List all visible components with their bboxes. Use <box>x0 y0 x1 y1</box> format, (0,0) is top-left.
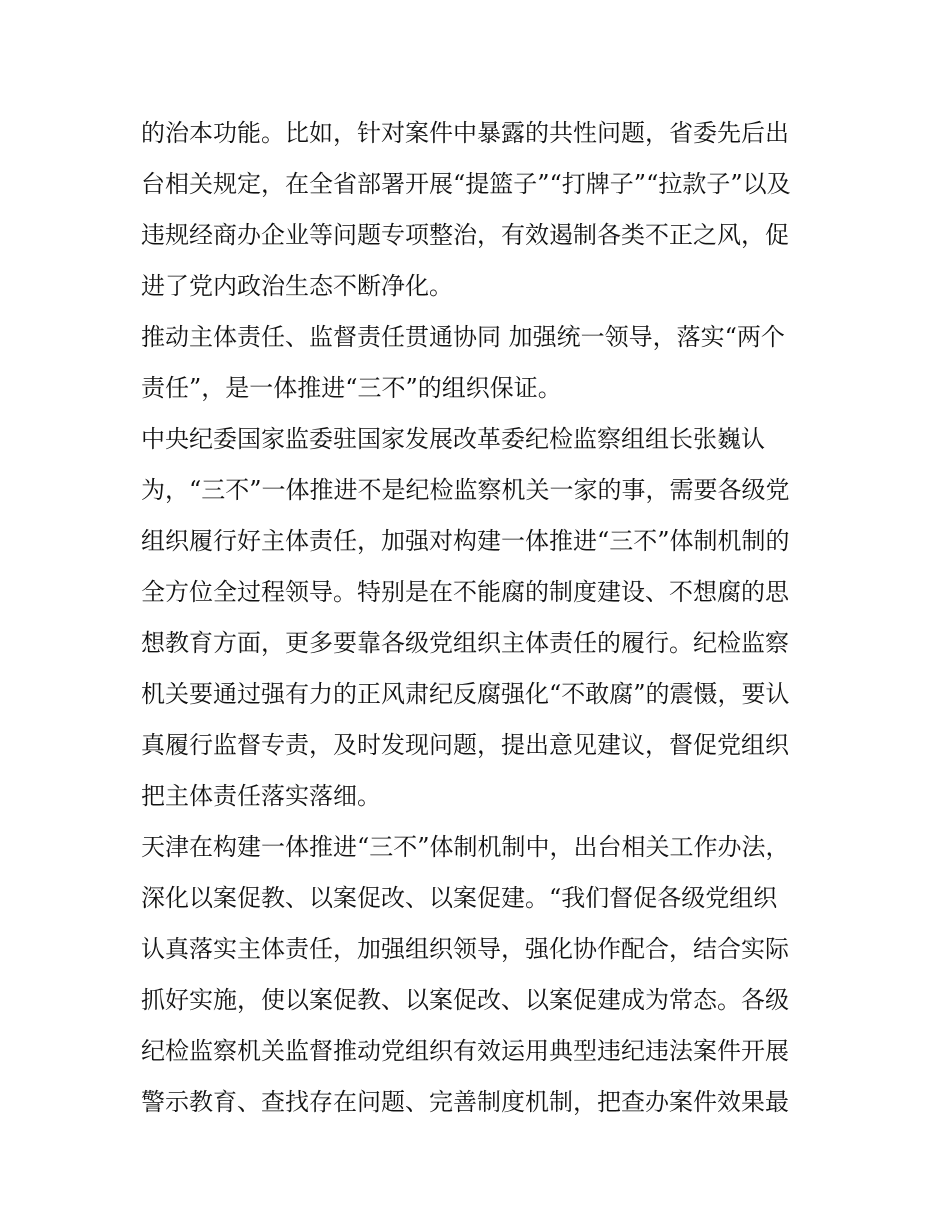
text-line: 抓好实施，使以案促教、以案促改、以案促建成为常态。各级 <box>141 986 789 1014</box>
text-line: 组织履行好主体责任，加强对构建一体推进“三不”体制机制的 <box>141 527 790 555</box>
text-line: 真履行监督专责，及时发现问题，提出意见建议，督促党组织 <box>141 731 789 759</box>
text-line: 台相关规定，在全省部署开展“提篮子”“打牌子”“拉款子”以及 <box>141 170 791 198</box>
text-line: 把主体责任落实落细。 <box>141 782 381 810</box>
text-line: 推动主体责任、监督责任贯通协同 加强统一领导，落实“两个 <box>141 323 785 351</box>
text-line: 天津在构建一体推进“三不”体制机制中，出台相关工作办法， <box>141 833 790 861</box>
text-line: 机关要通过强有力的正风肃纪反腐强化“不敢腐”的震慑，要认 <box>141 680 790 708</box>
text-line: 警示教育、查找存在问题、完善制度机制，把查办案件效果最 <box>141 1088 789 1116</box>
document-body <box>141 108 821 1128</box>
text-line: 进了党内政治生态不断净化。 <box>141 272 453 300</box>
text-line: 责任”，是一体推进“三不”的组织保证。 <box>141 374 562 402</box>
text-line: 全方位全过程领导。特别是在不能腐的制度建设、不想腐的思 <box>141 578 789 606</box>
text-line: 违规经商办企业等问题专项整治，有效遏制各类不正之风，促 <box>141 221 789 249</box>
text-line: 中央纪委国家监委驻国家发展改革委纪检监察组组长张巍认 <box>141 425 765 453</box>
text-line: 的治本功能。比如，针对案件中暴露的共性问题，省委先后出 <box>141 119 789 147</box>
text-line: 深化以案促教、以案促改、以案促建。“我们督促各级党组织 <box>141 884 778 912</box>
text-line: 为，“三不”一体推进不是纪检监察机关一家的事，需要各级党 <box>141 476 790 504</box>
text-line: 纪检监察机关监督推动党组织有效运用典型违纪违法案件开展 <box>141 1037 789 1065</box>
text-line: 认真落实主体责任，加强组织领导，强化协作配合，结合实际 <box>141 935 789 963</box>
text-line: 想教育方面，更多要靠各级党组织主体责任的履行。纪检监察 <box>141 629 789 657</box>
